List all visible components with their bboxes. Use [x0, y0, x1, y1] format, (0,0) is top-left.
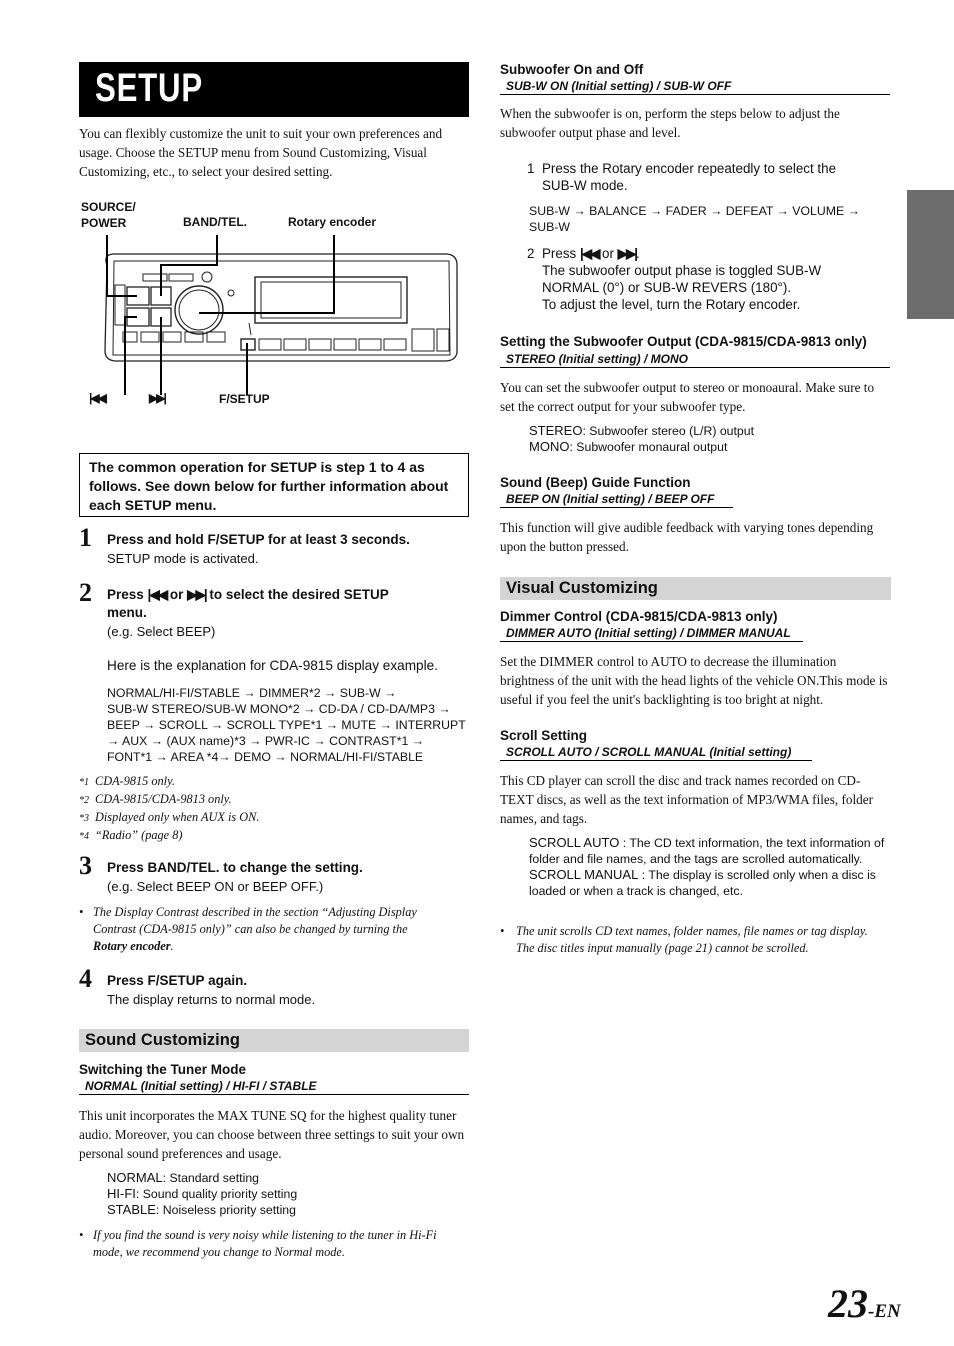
- step-3-number: 3: [79, 851, 92, 880]
- device-diagram: [79, 195, 479, 415]
- section-visual-customizing: Visual Customizing: [500, 577, 891, 600]
- intro-paragraph: You can flexibly customize the unit to suit your own preferences and usage. Choose the SETUP menu from Sound Customizing, Visual Customizing, etc., to select your desired setting.: [79, 126, 443, 179]
- beep-title: Sound (Beep) Guide Function: [500, 475, 691, 490]
- subwoofer-options: SUB-W ON (Initial setting) / SUB-W OFF: [500, 79, 890, 95]
- skip-back-icon: |◀◀: [89, 391, 105, 405]
- subwoofer-step-1-text: Press the Rotary encoder repeatedly to select the SUB-W mode.: [542, 161, 837, 193]
- label-f-setup: F/SETUP: [219, 392, 270, 406]
- step-3-note: • The Display Contrast described in the section “Adjusting Display Contrast (CDA-9815 only)” can also be changed by turning the Rotary encoder.: [79, 905, 417, 953]
- dimmer-title: Dimmer Control (CDA-9815/CDA-9813 only): [500, 609, 778, 624]
- step-1-number: 1: [79, 523, 92, 552]
- section-sound-customizing: Sound Customizing: [79, 1029, 469, 1052]
- tuner-mode-note: • If you find the sound is very noisy while listening to the tuner in Hi-Fi mode, we recommend you change to Normal mode.: [79, 1228, 437, 1259]
- subwoofer-output-list: STEREO: Subwoofer stereo (L/R) output MONO: Subwoofer monaural output: [529, 423, 755, 454]
- dimmer-options: DIMMER AUTO (Initial setting) / DIMMER MANUAL: [500, 626, 803, 642]
- step-2-text: Press |◀◀ or ▶▶| to select the desired SETUP menu.: [107, 587, 389, 620]
- scroll-options: SCROLL AUTO / SCROLL MANUAL (Initial setting): [500, 745, 812, 761]
- dimmer-text: Set the DIMMER control to AUTO to decrease the illumination brightness of the unit with the head lights of the vehicle ON.This mode is useful if you feel the unit's backlighting is too bright at night.: [500, 654, 888, 707]
- label-rotary-encoder: Rotary encoder: [288, 215, 377, 229]
- step-4-sub: The display returns to normal mode.: [107, 992, 316, 1007]
- subwoofer-text: When the subwoofer is on, perform the steps below to adjust the subwoofer output phase and level.: [500, 106, 840, 140]
- step-3-sub: (e.g. Select BEEP ON or BEEP OFF.): [107, 879, 324, 894]
- subwoofer-step-2-number: 2: [527, 246, 535, 261]
- step-2-example: (e.g. Select BEEP): [107, 624, 216, 639]
- step-4-number: 4: [79, 964, 92, 993]
- subwoofer-title: Subwoofer On and Off: [500, 62, 644, 77]
- setup-menu-sequence: NORMAL/HI-FI/STABLE → DIMMER*2 → SUB-W → SUB-W STEREO/SUB-W MONO*2 → CD-DA / CD-DA/MP3 → BEEP → SCROLL → SCROLL TYPE*1 → MUTE → INTERRUPT → AUX → (AUX name)*3 → PWR-IC → CONTRAST*1 → FONT*1 → AREA *4→ DEMO → NORMAL/HI-FI/STABLE: [107, 686, 466, 764]
- subwoofer-step-2-text: Press |◀◀ or ▶▶|. The subwoofer output phase is toggled SUB-W NORMAL (0°) or SUB-W REVERS (180°). To adjust the level, turn the Rotary encoder.: [542, 246, 822, 312]
- subwoofer-step-1-number: 1: [527, 161, 535, 176]
- label-band-tel: BAND/TEL.: [183, 215, 247, 229]
- section-tab-marker: [907, 190, 954, 319]
- subwoofer-output-title: Setting the Subwoofer Output (CDA-9815/CDA-9813 only): [500, 334, 867, 349]
- tuner-mode-options: NORMAL (Initial setting) / HI-FI / STABLE: [79, 1079, 469, 1095]
- beep-options: BEEP ON (Initial setting) / BEEP OFF: [500, 492, 733, 508]
- scroll-title: Scroll Setting: [500, 728, 588, 743]
- page-number: 23-EN: [828, 1281, 901, 1326]
- subwoofer-output-text: You can set the subwoofer output to stereo or monoaural. Make sure to set the correct output for your subwoofer type.: [500, 380, 875, 414]
- step-2-number: 2: [79, 578, 92, 607]
- tuner-mode-list: NORMAL: Standard setting HI-FI: Sound quality priority setting STABLE: Noiseless priority setting: [107, 1170, 298, 1217]
- callout-box: The common operation for SETUP is step 1 to 4 as follows. See down below for further information about each SETUP menu.: [79, 453, 469, 517]
- scroll-note: • The unit scrolls CD text names, folder names, file names or tag display. The disc titles input manually (page 21) cannot be scrolled.: [500, 924, 868, 955]
- subwoofer-sequence: SUB-W → BALANCE → FADER → DEFEAT → VOLUME → SUB-W: [529, 204, 860, 234]
- step-2-explanation: Here is the explanation for CDA-9815 display example.: [107, 658, 438, 673]
- scroll-list: SCROLL AUTO : The CD text information, the text information of folder and file names, and the tags are scrolled automatically. SCROLL MANUAL : The display is scrolled only when a disc is loaded or when a track is changed, etc.: [529, 835, 885, 898]
- page-title: SETUP: [95, 66, 203, 110]
- step-4-text: Press F/SETUP again.: [107, 973, 248, 988]
- subwoofer-output-options: STEREO (Initial setting) / MONO: [500, 352, 890, 368]
- step-1-text: Press and hold F/SETUP for at least 3 seconds.: [107, 532, 410, 547]
- step-3-text: Press BAND/TEL. to change the setting.: [107, 860, 363, 875]
- tuner-mode-title: Switching the Tuner Mode: [79, 1062, 246, 1077]
- footnotes: *1 CDA-9815 only. *2 CDA-9815/CDA-9813 only. *3 Displayed only when AUX is ON. *4 “Radio” (page 8): [79, 774, 260, 842]
- beep-text: This function will give audible feedback with varying tones depending upon the button pressed.: [500, 520, 874, 554]
- skip-forward-icon: ▶▶|: [149, 391, 165, 405]
- step-1-sub: SETUP mode is activated.: [107, 551, 259, 566]
- scroll-text: This CD player can scroll the disc and track names recorded on CD-TEXT discs, as well as the text information of MP3/WMA files, folder names, and tags.: [500, 773, 873, 826]
- label-source-power: SOURCE/ POWER: [81, 200, 136, 230]
- tuner-mode-text: This unit incorporates the MAX TUNE SQ for the highest quality tuner audio. Moreover, you can choose between three settings to suit your own personal sound preferences and usage.: [79, 1108, 465, 1161]
- page-title-bar: [79, 62, 469, 117]
- car-stereo-drawing: [79, 195, 479, 415]
